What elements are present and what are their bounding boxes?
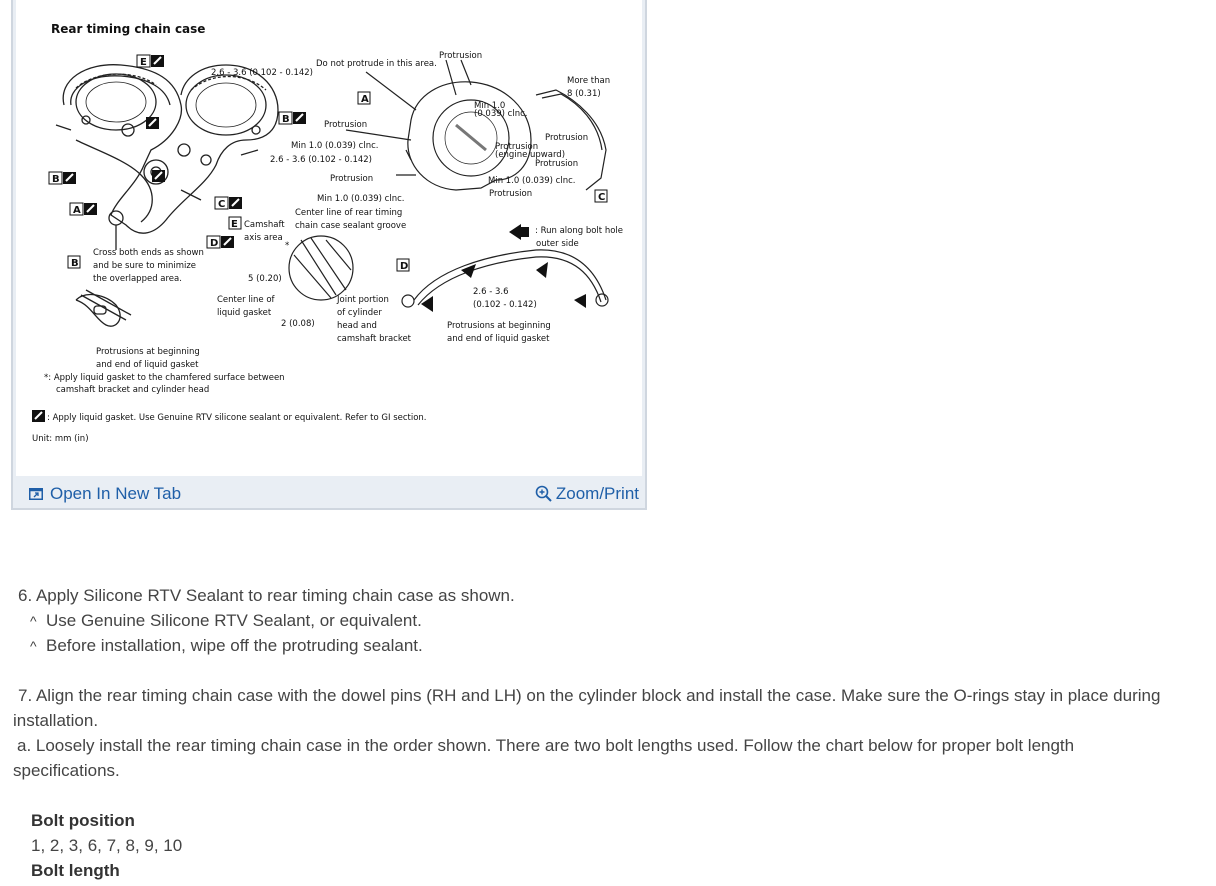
zoom-in-icon: [535, 485, 553, 503]
svg-text:A: A: [73, 205, 81, 216]
svg-text:and end of liquid gasket: and end of liquid gasket: [447, 334, 550, 344]
cross-ends-drawing: [76, 290, 131, 326]
svg-text:Protrusion: Protrusion: [495, 142, 539, 152]
svg-text:camshaft bracket: camshaft bracket: [337, 334, 412, 344]
svg-text:Min 1.0 (0.039) clnc.: Min 1.0 (0.039) clnc.: [291, 141, 379, 151]
svg-text:Protrusion: Protrusion: [545, 133, 589, 143]
svg-text:D: D: [400, 261, 409, 272]
svg-text:Center line of: Center line of: [217, 295, 275, 305]
svg-text:2.6 - 3.6 (0.102 - 0.142): 2.6 - 3.6 (0.102 - 0.142): [270, 155, 372, 165]
service-diagram: [16, 0, 642, 476]
svg-text:2.6 - 3.6: 2.6 - 3.6: [473, 287, 509, 297]
diagram-svg: [16, 0, 642, 476]
bolt-position-values: 1, 2, 3, 6, 7, 8, 9, 10: [31, 836, 183, 855]
svg-text:(0.039) clnc.: (0.039) clnc.: [474, 109, 528, 119]
legend-text: : Apply liquid gasket. Use Genuine RTV silicone sealant or equivalent. Refer to GI section.: [47, 413, 427, 423]
svg-text:Min 1.0 (0.039) clnc.: Min 1.0 (0.039) clnc.: [317, 194, 405, 204]
open-in-new-tab-label: Open In New Tab: [50, 484, 182, 503]
open-in-new-tab-link[interactable]: [29, 484, 181, 504]
svg-text:(0.102 - 0.142): (0.102 - 0.142): [473, 300, 537, 310]
svg-text:E: E: [231, 219, 238, 230]
svg-text:B: B: [52, 174, 60, 185]
svg-text:C: C: [598, 192, 606, 203]
bolt-position-heading: Bolt position: [31, 811, 135, 830]
bolt-length-heading: Bolt length: [31, 861, 120, 880]
figure-action-bar: [13, 478, 645, 508]
step-6-bullet-2: ^ Before installation, wipe off the protruding sealant.: [30, 636, 423, 655]
svg-text:Protrusions at beginning: Protrusions at beginning: [96, 347, 200, 357]
svg-text:A: A: [361, 94, 369, 105]
step-7-text: 7. Align the rear timing chain case with the dowel pins (RH and LH) on the cylinder block and install the case. Make sure the O-rings stay in place during installation.: [13, 686, 1161, 730]
svg-text:: Run along bolt hole: : Run along bolt hole: [535, 226, 623, 236]
svg-text:E: E: [140, 57, 147, 68]
svg-text:5 (0.20): 5 (0.20): [248, 274, 282, 284]
svg-text:and end of liquid gasket: and end of liquid gasket: [96, 360, 199, 370]
svg-text:*: *: [285, 241, 290, 251]
svg-text:Camshaft: Camshaft: [244, 220, 285, 230]
svg-text:axis area: axis area: [244, 233, 283, 243]
unit-text: Unit: mm (in): [32, 434, 89, 444]
svg-text:Protrusion: Protrusion: [489, 189, 533, 199]
svg-text:2 (0.08): 2 (0.08): [281, 319, 315, 329]
magnified-detail: [289, 236, 353, 300]
svg-text:camshaft bracket and cylinder: camshaft bracket and cylinder head: [56, 385, 210, 395]
svg-text:More than: More than: [567, 76, 611, 86]
cross-ends-note: [93, 248, 204, 284]
diagram-title: Rear timing chain case: [51, 22, 206, 36]
svg-text:Protrusion: Protrusion: [439, 51, 483, 61]
svg-text:chain case sealant groove: chain case sealant groove: [295, 221, 407, 231]
svg-text:B: B: [71, 258, 79, 269]
svg-text:outer side: outer side: [536, 239, 579, 249]
figure-frame: [11, 0, 647, 510]
svg-text:liquid gasket: liquid gasket: [217, 308, 272, 318]
zoom-print-label: Zoom/Print: [555, 484, 639, 503]
svg-text:the overlapped area.: the overlapped area.: [93, 274, 182, 284]
svg-text:Protrusions at beginning: Protrusions at beginning: [447, 321, 551, 331]
svg-text:(engine upward): (engine upward): [495, 150, 566, 160]
svg-text:Joint portion: Joint portion: [337, 295, 389, 305]
svg-text:B: B: [282, 114, 290, 125]
svg-text:Center line of rear timing: Center line of rear timing: [295, 208, 403, 218]
open-new-tab-icon: [29, 488, 43, 500]
svg-text:Do not protrude in this area.: Do not protrude in this area.: [316, 59, 437, 69]
step-6-bullet-1: ^ Use Genuine Silicone RTV Sealant, or equivalent.: [30, 611, 422, 630]
step-6-text: 6. Apply Silicone RTV Sealant to rear timing chain case as shown.: [18, 586, 515, 605]
svg-text:*: Apply liquid gasket to the: *: Apply liquid gasket to the chamfered surface between: [44, 373, 285, 383]
arrow-legend-icon: [509, 224, 521, 240]
svg-text:Cross both ends as shown: Cross both ends as shown: [93, 248, 204, 258]
svg-text:8 (0.31): 8 (0.31): [567, 89, 601, 99]
svg-text:of cylinder: of cylinder: [337, 308, 382, 318]
svg-text:2.6 - 3.6 (0.102 - 0.142): 2.6 - 3.6 (0.102 - 0.142): [211, 68, 313, 78]
svg-text:head and: head and: [337, 321, 377, 331]
svg-text:Protrusion: Protrusion: [535, 159, 579, 169]
top-labels: [211, 51, 623, 249]
svg-text:Protrusion: Protrusion: [330, 174, 374, 184]
svg-text:Protrusion: Protrusion: [324, 120, 368, 130]
svg-text:D: D: [210, 238, 219, 249]
svg-text:and be sure to minimize: and be sure to minimize: [93, 261, 197, 271]
svg-text:C: C: [218, 199, 226, 210]
svg-text:Min 1.0 (0.039) clnc.: Min 1.0 (0.039) clnc.: [488, 176, 576, 186]
zoom-print-link[interactable]: [535, 484, 639, 504]
step-7a-text: a. Loosely install the rear timing chain case in the order shown. There are two bolt lengths used. Follow the chart below for proper bolt length specifications.: [13, 736, 1075, 780]
svg-text:Min 1.0: Min 1.0: [474, 101, 506, 111]
